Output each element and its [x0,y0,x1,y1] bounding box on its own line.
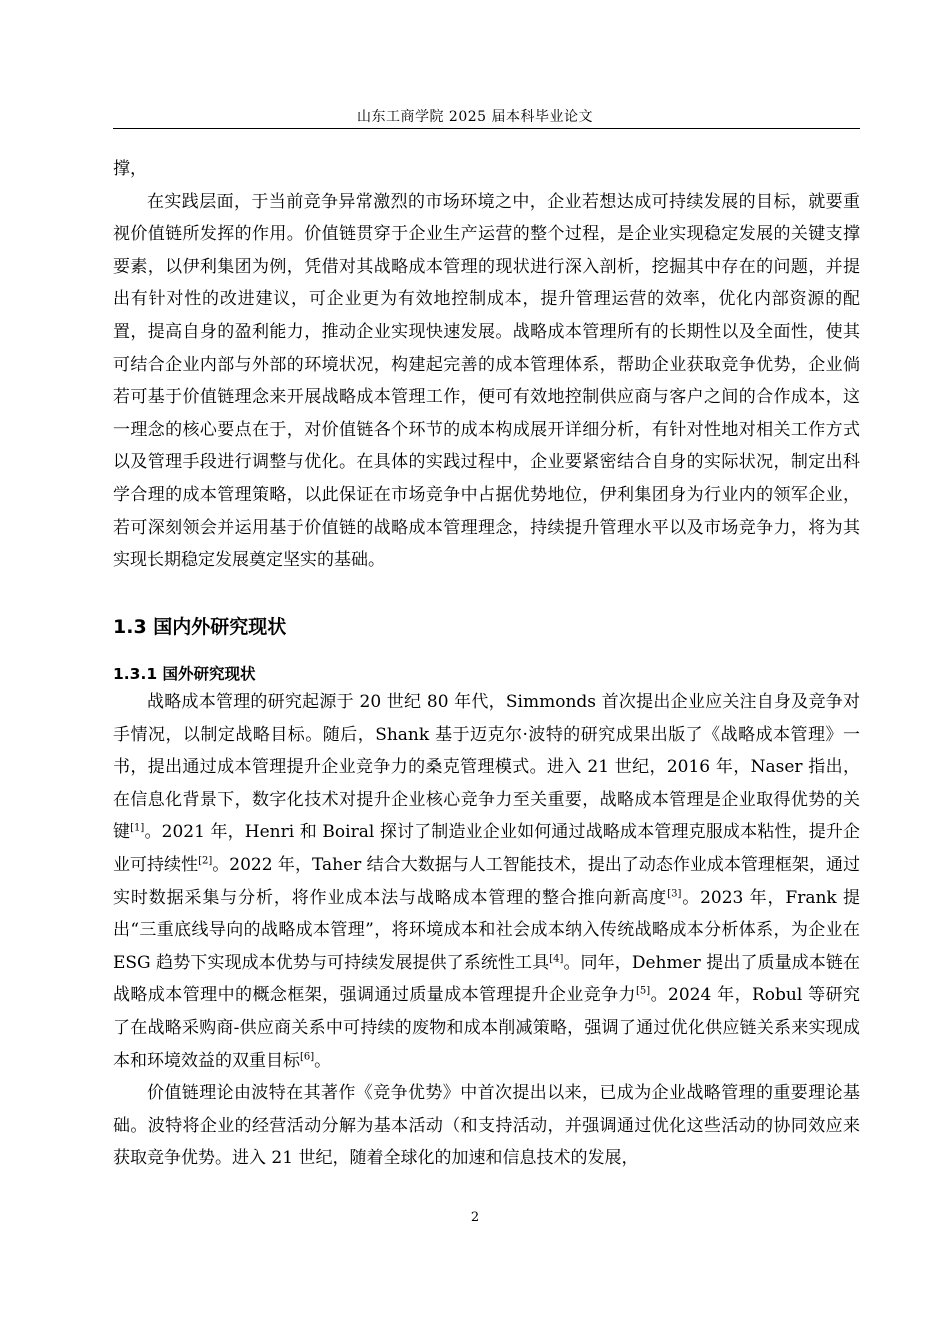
page-number: 2 [470,1210,480,1225]
text-run: 。 [314,1050,332,1071]
running-header-title: 山东工商学院 2025 届本科毕业论文 [356,109,594,125]
body-block-top [113,153,860,577]
citation-ref: [5] [636,985,651,997]
citation-ref: [3] [667,887,682,899]
paragraph-value-chain: 价值链理论由波特在其著作《竞争优势》中首次提出以来，已成为企业战略管理的重要理论基础。波特将企业的经营活动分解为基本活动（和支持活动，并强调通过优化这些活动的协同效应来获取竞争优势。进入 21 世纪，随着全球化的加速和信息技术的发展， [113,1083,860,1169]
body-block-bottom [113,686,860,1175]
text-run: 战略成本管理的研究起源于 20 世纪 80 年代，Simmonds 首次提出企业应关注自身及竞争对手情况，以制定战略目标。随后，Shank 基于迈克尔·波特的研究成果出版了《战略成本管理》一书，提出通过成本管理提升企业竞争力的桑克管理模式。进入 21 世纪，2016 年，Naser 指出，在信息化背景下，数字化技术对提升企业核心竞争力至关重要，战略成本管理是企业取得优势的关键 [113,692,860,843]
paragraph-foreign-research [113,686,860,1077]
subsection-heading: 1.3.1 国外研究现状 [113,665,256,683]
header-divider [113,128,860,129]
citation-ref: [6] [300,1050,315,1062]
text-run: 。同年，Dehmer 提出了质量成本链在战略成本管理中的概念框架，强调通过质量成本管理提升企业竞争力 [113,952,860,1006]
text-run: 。2024 年，Robul 等研究了在战略采购商-供应商关系中可持续的废物和成本削减策略，强调了通过优化供应链关系来实现成本和环境效益的双重目标 [113,985,861,1071]
citation-ref: [4] [549,953,564,965]
text-run: 。2021 年，Henri 和 Boiral 探讨了制造业企业如何通过战略成本管理克服成本粘性，提升企业可持续性 [113,822,861,875]
text-run: 。2022 年，Taher 结合大数据与人工智能技术，提出了动态作业成本管理框架，通过实时数据采集与分析，将作业成本法与战略成本管理的整合推向新高度 [113,854,860,908]
continued-paragraph: 撑， [113,159,147,179]
citation-ref: [2] [198,855,213,867]
section-heading: 1.3 国内外研究现状 [113,616,287,638]
text-run: 。2023 年，Frank 提出“三重底线导向的战略成本管理”，将环境成本和社会成本纳入传统战略成本分析体系，为企业在 ESG 趋势下实现成本优势与可持续发展提供了系统性工具 [113,887,860,973]
citation-ref: [1] [130,822,145,834]
paragraph-practice: 在实践层面，于当前竞争异常激烈的市场环境之中，企业若想达成可持续发展的目标，就要重视价值链所发挥的作用。价值链贯穿于企业生产运营的整个过程，是企业实现稳定发展的关键支撑要素，以伊利集团为例，凭借对其战略成本管理的现状进行深入剖析，挖掘其中存在的问题，并提出有针对性的改进建议，可企业更为有效地控制成本，提升管理运营的效率，优化内部资源的配置，提高自身的盈利能力，推动企业实现快速发展。战略成本管理所有的长期性以及全面性，使其可结合企业内部与外部的环境状况，构建起完善的成本管理体系，帮助企业获取竞争优势，企业倘若可基于价值链理念来开展战略成本管理工作，便可有效地控制供应商与客户之间的合作成本，这一理念的核心要点在于，对价值链各个环节的成本构成展开详细分析，有针对性地对相关工作方式以及管理手段进行调整与优化。在具体的实践过程中，企业要紧密结合自身的实际状况，制定出科学合理的成本管理策略，以此保证在市场竞争中占据优势地位，伊利集团身为行业内的领军企业，若可深刻领会并运用基于价值链的战略成本管理理念，持续提升管理水平以及市场竞争力，将为其实现长期稳定发展奠定坚实的基础。 [113,191,860,571]
